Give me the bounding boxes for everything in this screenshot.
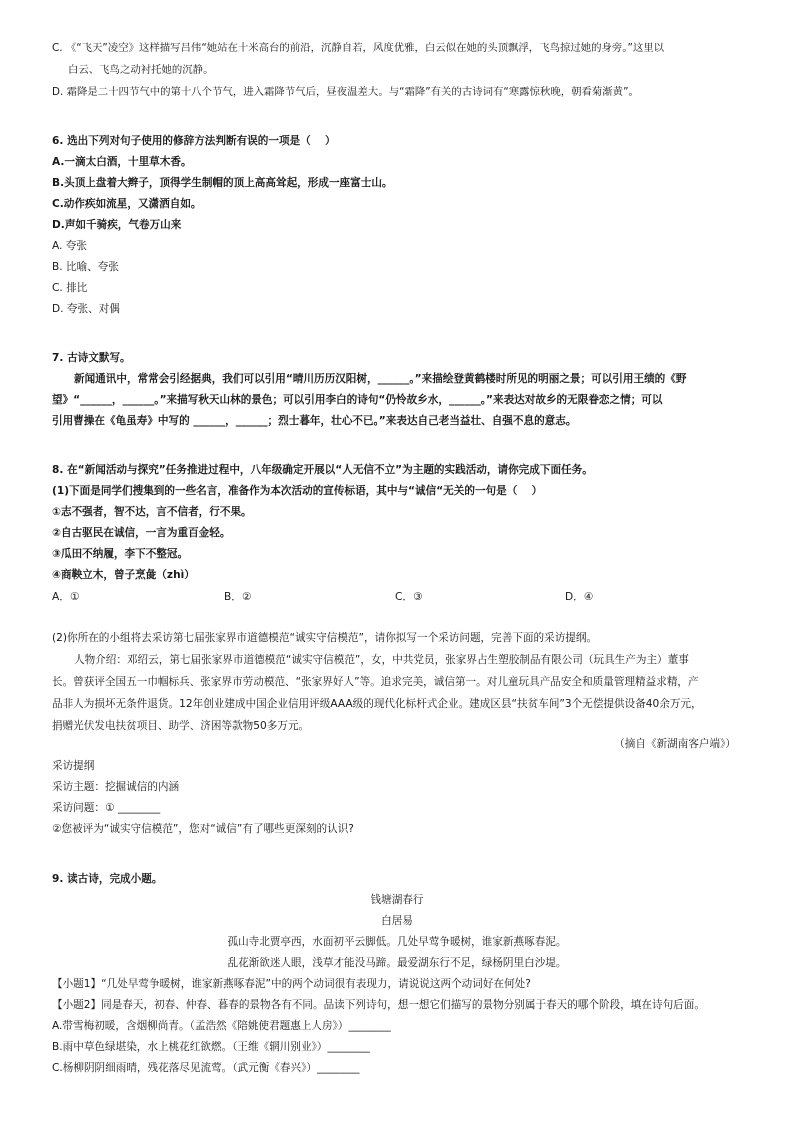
q8-profile-line3: 品非人为损坏无条件退货。12年创业建成中国企业信用评级AAA级的现代化标杆式企业。建成区县“扶贫车间”3个无偿提供设备40余万元， (52, 698, 702, 710)
q8-outline-question1[interactable]: 采访问题：① ________ (52, 802, 161, 814)
q6-sentence-a: A.一滴太白酒，十里草木香。 (52, 156, 192, 168)
q8-item-4: ④商鞅立木，曾子烹彘（zhì） (52, 569, 195, 581)
q8-option-b[interactable]: B．② (224, 591, 252, 603)
q8-outline-theme: 采访主题：挖掘诚信的内涵 (52, 781, 180, 793)
q9-subquestion-1: 【小题1】“几处早莺争暖树，谁家新燕啄春泥”中的两个动词很有表现力，请说说这两个动词好在何处? (52, 978, 531, 990)
poem-line1: 孤山寺北贾亭西，水面初平云脚低。几处早莺争暖树，谁家新燕啄春泥。 (227, 936, 567, 948)
q8-option-d[interactable]: D．④ (565, 591, 594, 603)
q6-sentence-b: B.头顶上盘着大辫子，顶得学生制帽的顶上高高耸起，形成一座富士山。 (52, 177, 393, 189)
q8-sub1: (1)下面是同学们搜集到的一些名言，准备作为本次活动的宣传标语，其中与“诚信“无关的一句是（ ） (52, 485, 543, 497)
q9-item-c[interactable]: C.杨柳阴阴细雨晴，残花落尽见流莺。（武元衡《春兴》）________ (52, 1062, 360, 1074)
option-c-line2: 白云、飞鸟之动衬托她的沉静。 (68, 64, 214, 76)
poem-title: 钱塘湖春行 (370, 894, 424, 906)
q9-title: 9. 读古诗，完成小题。 (52, 873, 163, 885)
poem-line2: 乱花渐欲迷人眼，浅草才能没马蹄。最爱湖东行不足，绿杨阴里白沙堤。 (227, 957, 567, 969)
q9-item-b[interactable]: B.雨中草色绿堪染，水上桃花红欲燃。（王维《辋川别业》）________ (52, 1041, 370, 1053)
q6-option-b[interactable]: B. 比喻、夸张 (52, 261, 119, 273)
option-c-line1: C. 《“飞天”凌空》这样描写吕伟“她站在十米高台的前沿，沉静自若，风度优雅，白云似在她的头顶飘浮，飞鸟掠过她的身旁。”这里以 (52, 42, 665, 54)
q6-option-a[interactable]: A. 夸张 (52, 240, 87, 252)
q6-sentence-c: C.动作疾如流星，又潇洒自如。 (52, 198, 202, 210)
q8-outline-heading: 采访提纲 (52, 760, 95, 772)
q8-profile-line4: 捐赠光伏发电扶贫项目、助学、济困等款物50多万元。 (52, 720, 310, 732)
q8-title: 8. 在“新闻活动与探究”任务推进过程中，八年级确定开展以“人无信不立”为主题的实践活动，请你完成下面任务。 (52, 464, 593, 476)
q8-profile-line2: 长。曾获评全国五一巾帼标兵、张家界市劳动模范、“张家界好人”等。追求完美，诚信第一。对儿童玩具产品安全和质量管理精益求精，产 (52, 676, 699, 688)
option-d: D. 霜降是二十四节气中的第十八个节气，进入霜降节气后，昼夜温差大。与“霜降”有关的古诗词有“寒露惊秋晚，朝看菊渐黄”。 (52, 86, 639, 98)
q9-subquestion-2: 【小题2】同是春天，初春、仲春、暮春的景物各有不同。品读下列诗句，想一想它们描写的景物分别属于春天的哪个阶段，填在诗句后面。 (52, 999, 705, 1011)
q6-title: 6. 选出下列对句子使用的修辞方法判断有误的一项是（ ） (52, 135, 336, 147)
q7-title: 7. 古诗文默写。 (52, 352, 131, 364)
q8-option-a[interactable]: A．① (52, 591, 80, 603)
q8-item-1: ①志不强者，智不达，言不信者，行不果。 (52, 506, 252, 518)
poem-author: 白居易 (381, 915, 413, 927)
q8-item-3: ③瓜田不纳履，李下不整冠。 (52, 548, 189, 560)
q6-option-c[interactable]: C. 排比 (52, 282, 88, 294)
q6-option-d[interactable]: D. 夸张、对偶 (52, 303, 120, 315)
q7-line1: 新闻通讯中，常常会引经据典，我们可以引用“晴川历历汉阳树，______。”来描绘登黄鹤楼时所见的明丽之景；可以引用王绩的《野 (74, 373, 687, 385)
q9-item-a[interactable]: A.带雪梅初暖，含烟柳尚青。（孟浩然《陪姚使君题惠上人房》）________ (52, 1020, 391, 1032)
q8-item-2: ②自古驱民在诚信，一言为重百金轻。 (52, 527, 231, 539)
q8-sub2: (2)你所在的小组将去采访第七届张家界市道德模范“诚实守信模范”，请你拟写一个采访问题，完善下面的采访提纲。 (52, 632, 598, 644)
q8-outline-question2: ②您被评为“诚实守信模范”，您对“诚信”有了哪些更深刻的认识? (52, 823, 354, 835)
q7-line3: 引用曹操在《龟虽寿》中写的 ______，______；烈士暮年，壮心不已。”来表达自己老当益壮、自强不息的意志。 (52, 415, 577, 427)
q8-option-c[interactable]: C．③ (395, 591, 423, 603)
q7-line2: 望》“______，______。”来描写秋天山林的景色；可以引用李白的诗句“仍怜故乡水，______。”来表达对故乡的无限眷恋之情；可以 (52, 394, 663, 406)
q8-profile-line1: 人物介绍：邓绍云，第七届张家界市道德模范“诚实守信模范”，女，中共党员，张家界占生塑胶制品有限公司（玩具生产为主）董事 (74, 654, 689, 666)
q6-sentence-d: D.声如千骑疾，气卷万山来 (52, 219, 182, 231)
q8-source: （摘自《新湖南客户端》） (614, 738, 736, 750)
